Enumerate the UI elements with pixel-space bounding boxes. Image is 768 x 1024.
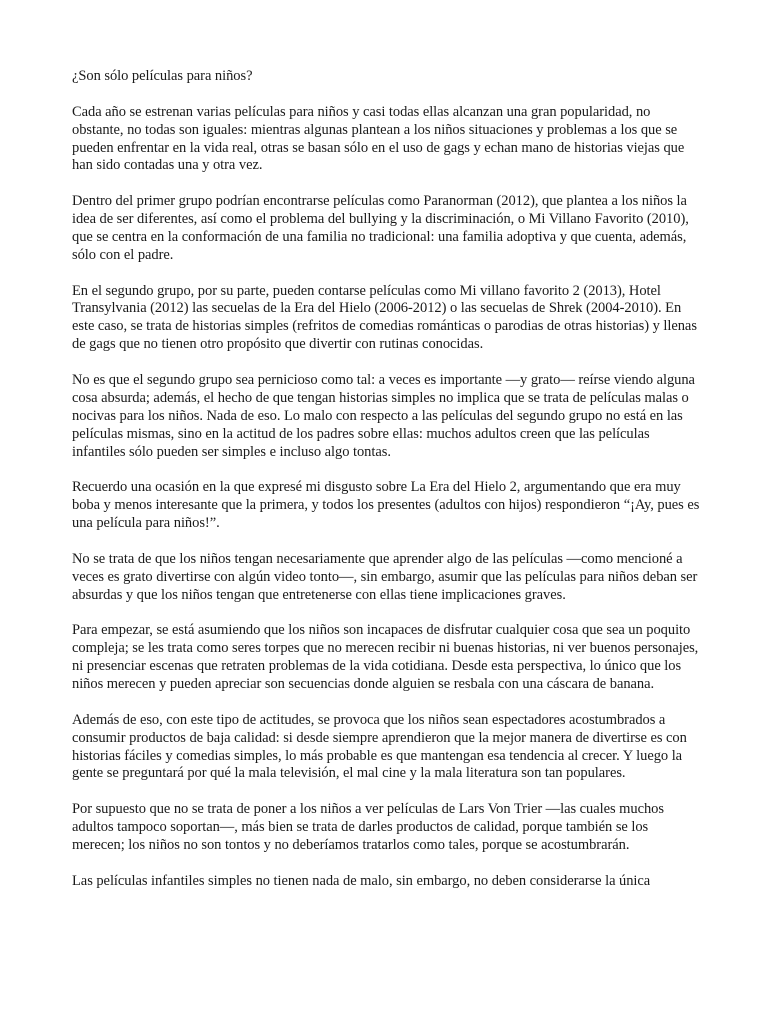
paragraph-first-group: Dentro del primer grupo podrían encontrarse películas como Paranorman (2012), que plantea a los niños la idea de ser diferentes, así como el problema del bullying y la discriminación, o Mi Villano Favorito (2010), que se centra en la conformación de una familia no tradicional: una familia adoptiva y que cuenta, además, sólo con el padre. [72,193,689,263]
paragraph-not-pernicious: No es que el segundo grupo sea pernicioso como tal: a veces es importante —y grato— reírse viendo alguna cosa absurda; además, el hecho de que tengan historias simples no implica que se trata de películas malas o nocivas para los niños. Nada de eso. Lo malo con respecto a las películas del segundo grupo no está en las películas mismas, sino en la actitud de los padres sobre ellas: muchos adultos creen que las películas infantiles sólo pueden ser simples e incluso algo tontas. [72,371,695,460]
paragraph-to-begin: Para empezar, se está asumiendo que los niños son incapaces de disfrutar cualquier cosa que sea un poquito compleja; se les trata como seres torpes que no merecen recibir ni buenas historias, ni ver buenos personajes, ni presenciar escenas que retraten problemas de la vida cotidiana. Desde esta perspectiva, lo único que los niños merecen y pueden apreciar son secuencias donde alguien se resbala con una cáscara de banana. [72,622,699,693]
paragraph-intro: Cada año se estrenan varias películas para niños y casi todas ellas alcanzan una gran popularidad, no obstante, no todas son iguales: mientras algunas plantean a los niños situaciones y problemas a los que se pueden enfrentar en la vida real, otras se basan sólo en el uso de gags y echan mano de historias viejas que han sido contadas una y otra vez. [72,103,685,174]
paragraph-anecdote: Recuerdo una ocasión en la que expresé mi disgusto sobre La Era del Hielo 2, argumentando que era muy boba y menos interesante que la primera, y todos los presentes (adultos con hijos) respondieron “¡Ay, pues es una película para niños!”. [72,479,700,532]
paragraph-second-group: En el segundo grupo, por su parte, pueden contarse películas como Mi villano favorito 2 (2013), Hotel Transylvania (2012) las secuelas de la Era del Hielo (2006-2012) o las secuelas de Shrek (2004-2010). En este caso, se trata de historias simples (refritos de comedias románticas o parodias de otras historias) y llenas de gags que no tienen otro propósito que divertir con rutinas conocidas. [72,282,697,353]
paragraph-low-quality: Además de eso, con este tipo de actitudes, se provoca que los niños sean espectadores acostumbrados a consumir productos de baja calidad: si desde siempre aprendieron que la mejor manera de divertirse es con historias fáciles y comedias simples, lo más probable es que mantengan esa tendencia al crecer. Y luego la gente se preguntará por qué la mala televisión, el mal cine y la mala literatura son tan populares. [72,711,687,782]
paragraph-quality-products: Por supuesto que no se trata de poner a los niños a ver películas de Lars Von Trier —las cuales muchos adultos tampoco soportan—, más bien se trata de darles productos de calidad, porque también se los merecen; los niños no son tontos y no deberíamos tratarlos como tales, porque se acostumbrarán. [72,801,664,853]
paragraph-implications: No se trata de que los niños tengan necesariamente que aprender algo de las películas —como mencioné a veces es grato divertirse con algún video tonto—, sin embargo, asumir que las películas para niños deban ser absurdas y que los niños tengan que entretenerse con ellas tiene implicaciones graves. [72,550,698,603]
paragraph-conclusion-partial: Las películas infantiles simples no tienen nada de malo, sin embargo, no deben considerarse la única [72,872,651,889]
document-title: ¿Son sólo películas para niños? [72,68,253,84]
document-page [72,68,700,908]
